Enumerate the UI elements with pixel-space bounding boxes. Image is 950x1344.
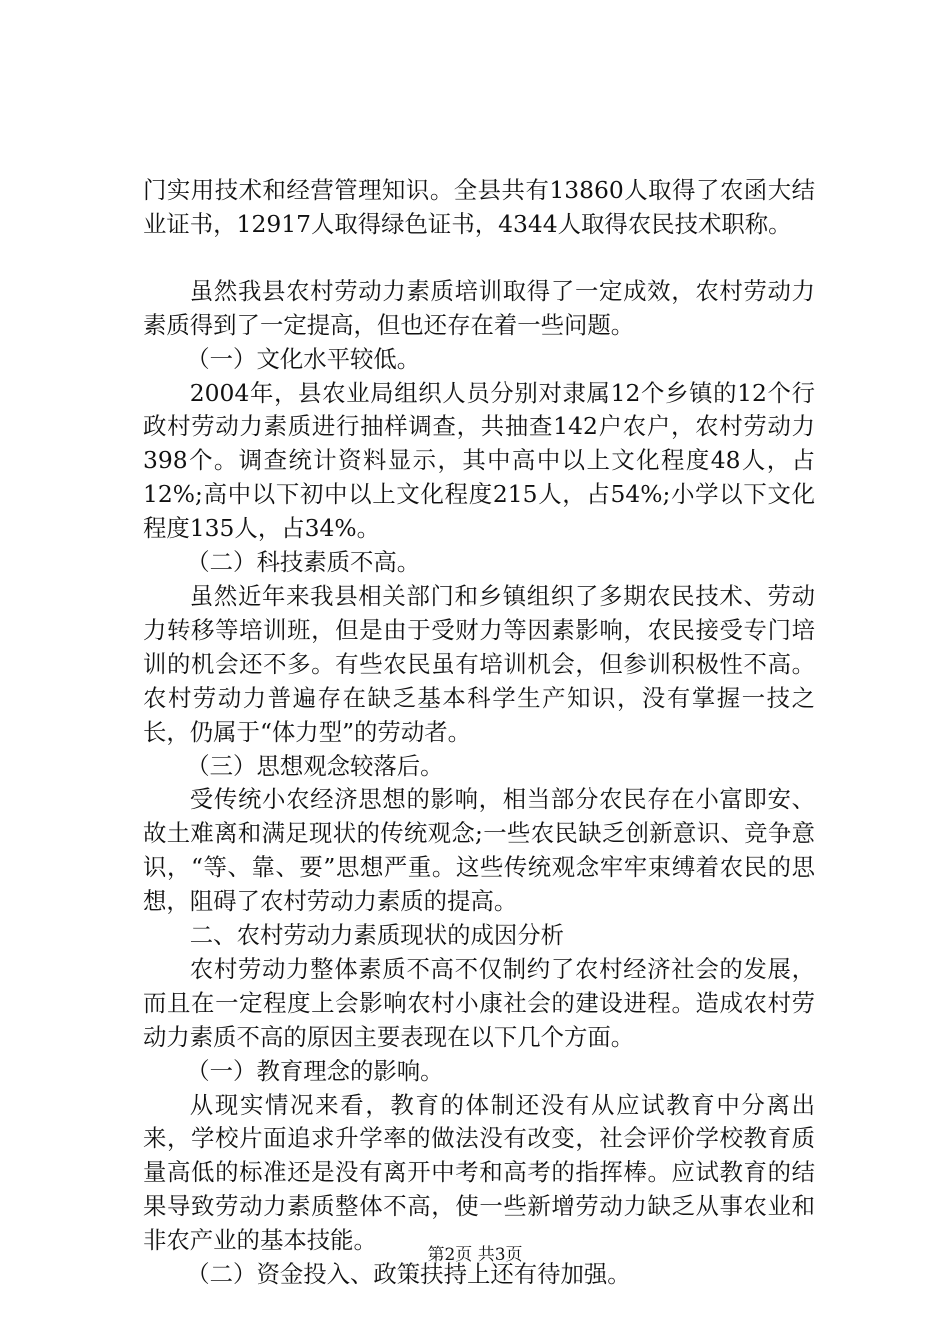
- section-heading-tech: （二）科技素质不高。: [186, 548, 421, 577]
- section-heading-education: （一）教育理念的影响。: [186, 1056, 444, 1085]
- page-number: 第2页 共3页: [427, 1245, 523, 1265]
- paragraph-ideas: 受传统小农经济思想的影响，相当部分农民存在小富即安、故土难离和满足现状的传统观念;一些农民缺乏创新意识、竞争意识，“等、靠、要”思想严重。这些传统观念牢牢束缚着农民的思想，阻碍了农村劳动力素质的提高。: [143, 785, 815, 916]
- section-heading-ideas: （三）思想观念较落后。: [186, 751, 444, 780]
- document-body: [143, 174, 815, 1292]
- paragraph-intro: 虽然我县农村劳动力素质培训取得了一定成效，农村劳动力素质得到了一定提高，但也还存在着一些问题。: [143, 276, 815, 339]
- paragraph-continuation: 门实用技术和经营管理知识。全县共有13860人取得了农函大结业证书，12917人取得绿色证书，4344人取得农民技术职称。: [143, 176, 815, 238]
- paragraph-education: 从现实情况来看，教育的体制还没有从应试教育中分离出来，学校片面追求升学率的做法没有改变，社会评价学校教育质量高低的标准还是没有离开中考和高考的指挥棒。应试教育的结果导致劳动力素质整体不高，使一些新增劳动力缺乏从事农业和非农产业的基本技能。: [143, 1090, 815, 1255]
- section-heading-funding: （二）资金投入、政策扶持上还有待加强。: [186, 1260, 631, 1289]
- paragraph-survey: 2004年，县农业局组织人员分别对隶属12个乡镇的12个行政村劳动力素质进行抽样调查，共抽查142户农户，农村劳动力398个。调查统计资料显示，其中高中以上文化程度48人，占12%;高中以下初中以上文化程度215人，占54%;小学以下文化程度135人，占34%。: [143, 378, 815, 543]
- section-heading-culture: （一）文化水平较低。: [186, 344, 421, 373]
- section-heading-causes: 二、农村劳动力素质现状的成因分析: [189, 921, 565, 950]
- paragraph-causes: 农村劳动力整体素质不高不仅制约了农村经济社会的发展，而且在一定程度上会影响农村小康社会的建设进程。造成农村劳动力素质不高的原因主要表现在以下几个方面。: [143, 954, 815, 1051]
- paragraph-tech: 虽然近年来我县相关部门和乡镇组织了多期农民技术、劳动力转移等培训班，但是由于受财力等因素影响，农民接受专门培训的机会还不多。有些农民虽有培训机会，但参训积极性不高。农村劳动力普遍存在缺乏基本科学生产知识，没有掌握一技之长，仍属于“体力型”的劳动者。: [143, 581, 815, 746]
